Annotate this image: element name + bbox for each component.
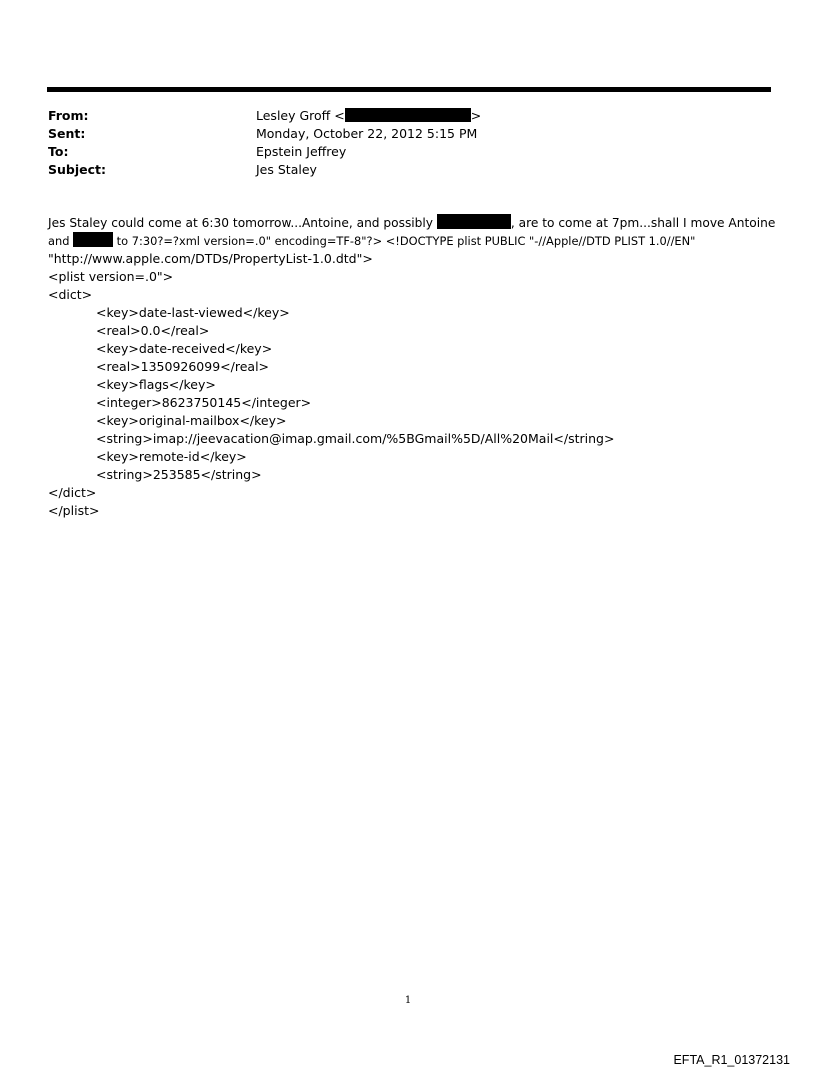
body-line: </plist> [48, 503, 100, 518]
plist-line: <string>253585</string> [96, 467, 262, 482]
body-line: <dict> [48, 287, 93, 302]
subject-label: Subject: [48, 162, 106, 177]
body-line [48, 232, 772, 250]
sent-row [48, 125, 648, 143]
body-line [48, 214, 776, 232]
sent-label: Sent: [48, 126, 86, 141]
page-number: 1 [404, 995, 412, 1006]
to-value: Epstein Jeffrey [256, 144, 347, 159]
body-text-fragment: Jes Staley could come at 6:30 tomorrow...Antoine, and possibly [48, 216, 437, 230]
sent-value: Monday, October 22, 2012 5:15 PM [256, 126, 478, 141]
to-row [48, 143, 648, 161]
plist-line: <key>date-received</key> [96, 341, 273, 356]
plist-line: <integer>8623750145</integer> [96, 395, 312, 410]
body-text-fragment: and [48, 234, 74, 248]
redaction-box [437, 214, 511, 229]
email-body [48, 214, 776, 520]
body-line: </dict> [48, 485, 97, 500]
plist-line: <key>flags</key> [96, 377, 216, 392]
plist-line: <string>imap://jeevacation@imap.gmail.com/%5BGmail%5D/All%20Mail</string> [96, 431, 615, 446]
sender-close: > [470, 108, 482, 123]
plist-line: <real>0.0</real> [96, 323, 210, 338]
plist-line: <key>date-last-viewed</key> [96, 305, 290, 320]
redaction-box [73, 232, 113, 247]
from-row [48, 107, 648, 125]
body-line: "http://www.apple.com/DTDs/PropertyList-1.0.dtd"> [48, 251, 373, 266]
body-text-fragment: , are to come at 7pm...shall I move Antoine [510, 216, 776, 230]
sender-name: Lesley Groff < [256, 108, 345, 123]
redaction-box [345, 108, 471, 122]
subject-row [48, 161, 648, 179]
from-label: From: [48, 108, 89, 123]
plist-line: <key>original-mailbox</key> [96, 413, 287, 428]
body-text-fragment: to 7:30?=?xml version=.0" encoding=TF-8"?> <!DOCTYPE plist PUBLIC "-//Apple//DTD PLIST 1.0//EN" [113, 234, 696, 248]
plist-line: <real>1350926099</real> [96, 359, 270, 374]
plist-line: <key>remote-id</key> [96, 449, 247, 464]
body-line: <plist version=.0"> [48, 269, 174, 284]
document-id: EFTA_R1_01372131 [673, 1053, 790, 1067]
to-label: To: [48, 144, 69, 159]
from-value [256, 107, 481, 125]
subject-value: Jes Staley [256, 162, 317, 177]
header-divider [47, 87, 771, 92]
